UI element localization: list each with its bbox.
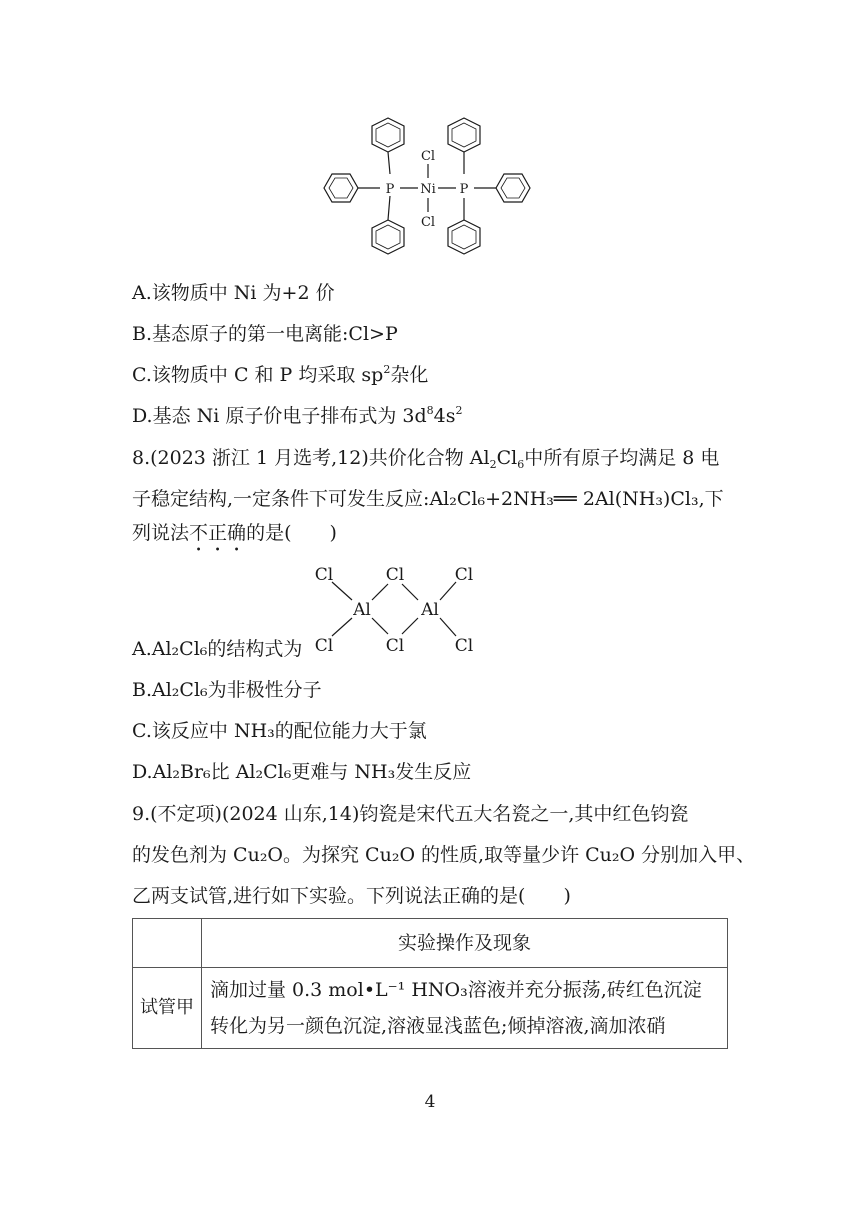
- q7-c-text-2: 杂化: [390, 364, 429, 386]
- q7-option-c: [132, 363, 428, 387]
- q7-option-d: [132, 404, 463, 428]
- cl-atom-top: Cl: [420, 149, 436, 164]
- cl-atom-bottom: Cl: [420, 215, 436, 230]
- cl-6: Cl: [454, 636, 474, 656]
- table-row: [133, 968, 728, 1049]
- q8-option-d: D.Al₂Br₆比 Al₂Cl₆更难与 NH₃发生反应: [132, 761, 472, 783]
- q7-d-text: D.基态 Ni 原子价电子排布式为 3d: [132, 405, 427, 427]
- ni-atom: Ni: [420, 182, 436, 197]
- q8-emph-bu: 不: [189, 522, 209, 544]
- table-header-row: [133, 919, 728, 968]
- al-1: Al: [353, 600, 371, 620]
- row-text-line1: 滴加过量 0.3 mol•L⁻¹ HNO₃溶液并充分振荡,砖红色沉淀: [210, 979, 702, 1001]
- q8-stem-line2: 子稳定结构,一定条件下可发生反应:Al₂Cl₆+2NH₃══ 2Al(NH₃)Cl₃,下: [132, 488, 724, 510]
- q9-stem-line2: 的发色剂为 Cu₂O。为探究 Cu₂O 的性质,取等量少许 Cu₂O 分别加入甲、: [132, 844, 756, 866]
- p-atom-left: P: [385, 182, 395, 197]
- cl-5: Cl: [385, 636, 405, 656]
- q8-l1-a: 8.(2023 浙江 1 月选考,12)共价化合物 Al: [132, 447, 490, 469]
- cl-3: Cl: [454, 565, 474, 585]
- q8-stem-line3: [132, 521, 337, 545]
- q8-l1-b: Cl: [496, 447, 518, 469]
- al-2: Al: [421, 600, 439, 620]
- experiment-table: [132, 918, 728, 1049]
- nickel-complex-structure: [310, 108, 550, 268]
- al2cl6-structure: [300, 558, 490, 658]
- row-label-tube-a: 试管甲: [133, 968, 202, 1049]
- table-corner-cell: [133, 919, 202, 968]
- q8-emph-zheng: 正: [208, 522, 228, 544]
- q7-option-a: A.该物质中 Ni 为+2 价: [132, 282, 335, 304]
- p-atom-right: P: [459, 182, 469, 197]
- q7-option-b: B.基态原子的第一电离能:Cl>P: [132, 323, 398, 345]
- q9-stem-line3: 乙两支试管,进行如下实验。下列说法正确的是( ): [132, 885, 571, 907]
- q8-l3-b: 的是( ): [246, 522, 337, 544]
- q7-c-sup: 2: [383, 363, 391, 376]
- q8-l1-sub2: 6: [517, 458, 525, 471]
- cl-2: Cl: [385, 565, 405, 585]
- q8-l3-a: 列说法: [132, 522, 190, 544]
- q8-stem-line1: [132, 446, 719, 470]
- page-number: 4: [424, 1092, 436, 1112]
- cl-4: Cl: [314, 636, 334, 656]
- q8-option-b: B.Al₂Cl₆为非极性分子: [132, 679, 322, 701]
- q7-c-text: C.该物质中 C 和 P 均采取 sp: [132, 364, 384, 386]
- q8-l1-c: 中所有原子均满足 8 电: [524, 447, 720, 469]
- row-content: [202, 968, 728, 1049]
- table-header-cell: 实验操作及现象: [202, 919, 728, 968]
- q8-option-a: A.Al₂Cl₆的结构式为: [132, 638, 303, 660]
- q8-option-c: C.该反应中 NH₃的配位能力大于氯: [132, 720, 427, 742]
- q9-stem-line1: 9.(不定项)(2024 山东,14)钧瓷是宋代五大名瓷之一,其中红色钧瓷: [132, 803, 689, 825]
- row-text-line2: 转化为另一颜色沉淀,溶液显浅蓝色;倾掉溶液,滴加浓硝: [210, 1015, 666, 1037]
- q8-emph-que: 确: [227, 522, 247, 544]
- q7-d-sup1: 8: [426, 404, 434, 417]
- q8-l1-sub1: 2: [489, 458, 497, 471]
- q7-d-sup2: 2: [455, 404, 463, 417]
- q7-d-mid: 4s: [433, 405, 456, 427]
- cl-1: Cl: [314, 565, 334, 585]
